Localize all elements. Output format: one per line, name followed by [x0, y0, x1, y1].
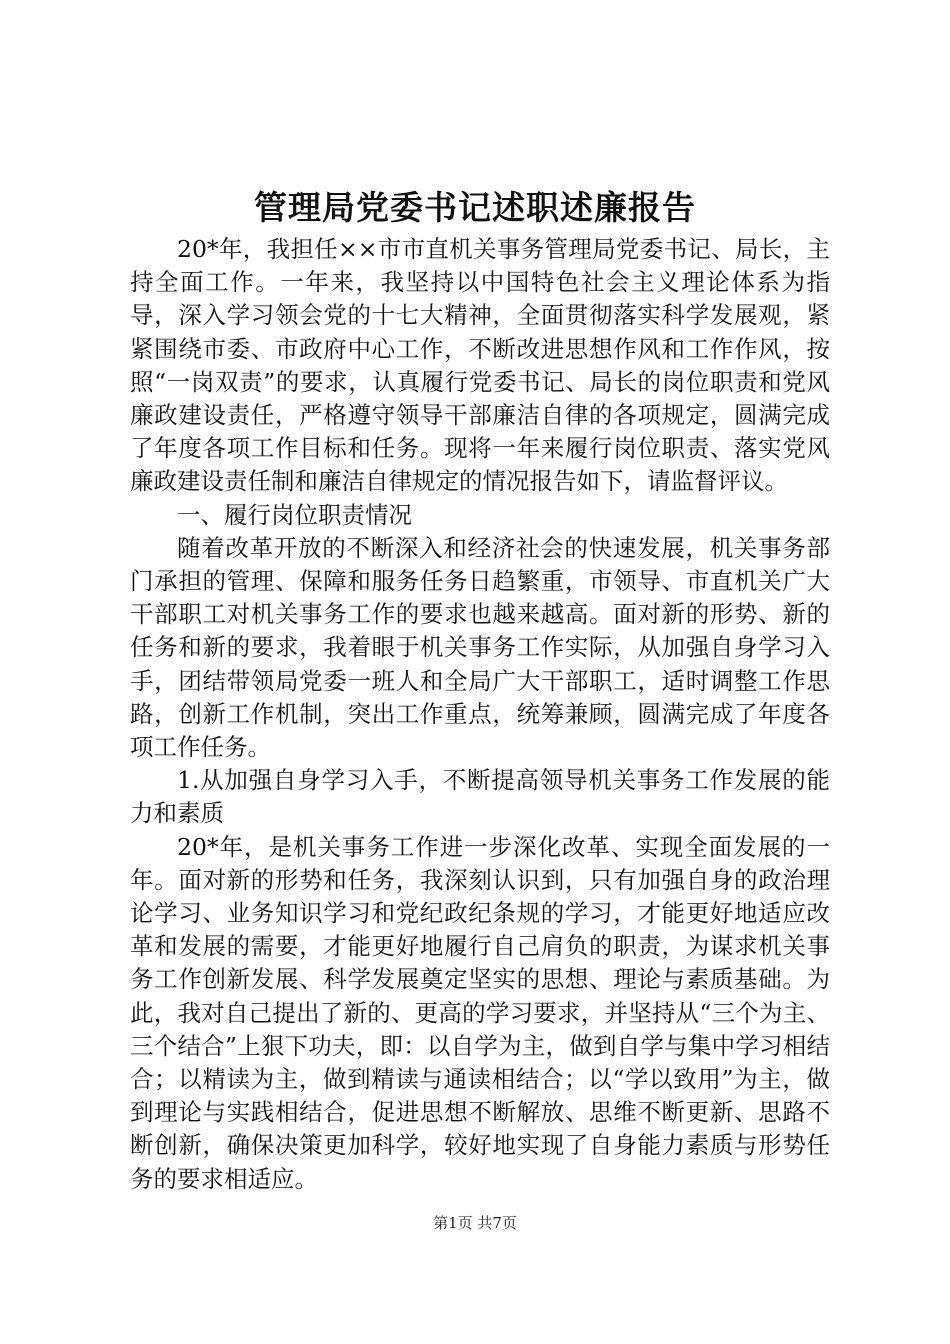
subsection-1-paragraph: 20*年，是机关事务工作进一步深化改革、实现全面发展的一年。面对新的形势和任务，我深刻认识到，只有加强自身的政治理论学习、业务知识学习和党纪政纪条规的学习，才能更好地适应改革和发展的需要，才能更好地履行自己肩负的职责，为谋求机关事务工作创新发展、科学发展奠定坚实的思想、理论与素质基础。为此，我对自己提出了新的、更高的学习要求，并坚持从“三个为主、三个结合”上狠下功夫，即：以自学为主，做到自学与集中学习相结合；以精读为主，做到精读与通读相结合；以“学以致用”为主，做到理论与实践相结合，促进思想不断解放、思维不断更新、思路不断创新，确保决策更加科学，较好地实现了自身能力素质与形势任务的要求相适应。 [130, 832, 830, 1193]
document-body [130, 233, 830, 1196]
section-heading-1: 一、履行岗位职责情况 [177, 500, 412, 529]
section-1-paragraph: 随着改革开放的不断深入和经济社会的快速发展，机关事务部门承担的管理、保障和服务任务日趋繁重，市领导、市直机关广大干部职工对机关事务工作的要求也越来越高。面对新的形势、新的任务和新的要求，我着眼于机关事务工作实际，从加强自身学习入手，团结带领局党委一班人和全局广大干部职工，适时调整工作思路，创新工作机制，突出工作重点，统筹兼顾，圆满完成了年度各项工作任务。 [130, 533, 830, 762]
subsection-heading-1: 1.从加强自身学习入手，不断提高领导机关事务工作发展的能力和素质 [130, 766, 830, 828]
page-number-footer: 第1页 共7页 [433, 1214, 517, 1232]
intro-paragraph: 20*年，我担任××市市直机关事务管理局党委书记、局长，主持全面工作。一年来，我坚持以中国特色社会主义理论体系为指导，深入学习领会党的十七大精神，全面贯彻落实科学发展观，紧紧围绕市委、市政府中心工作，不断改进思想作风和工作作风，按照“一岗双责”的要求，认真履行党委书记、局长的岗位职责和党风廉政建设责任，严格遵守领导干部廉洁自律的各项规定，圆满完成了年度各项工作目标和任务。现将一年来履行岗位职责、落实党风廉政建设责任制和廉洁自律规定的情况报告如下，请监督评议。 [130, 235, 830, 496]
document-title: 管理局党委书记述职述廉报告 [254, 188, 696, 227]
